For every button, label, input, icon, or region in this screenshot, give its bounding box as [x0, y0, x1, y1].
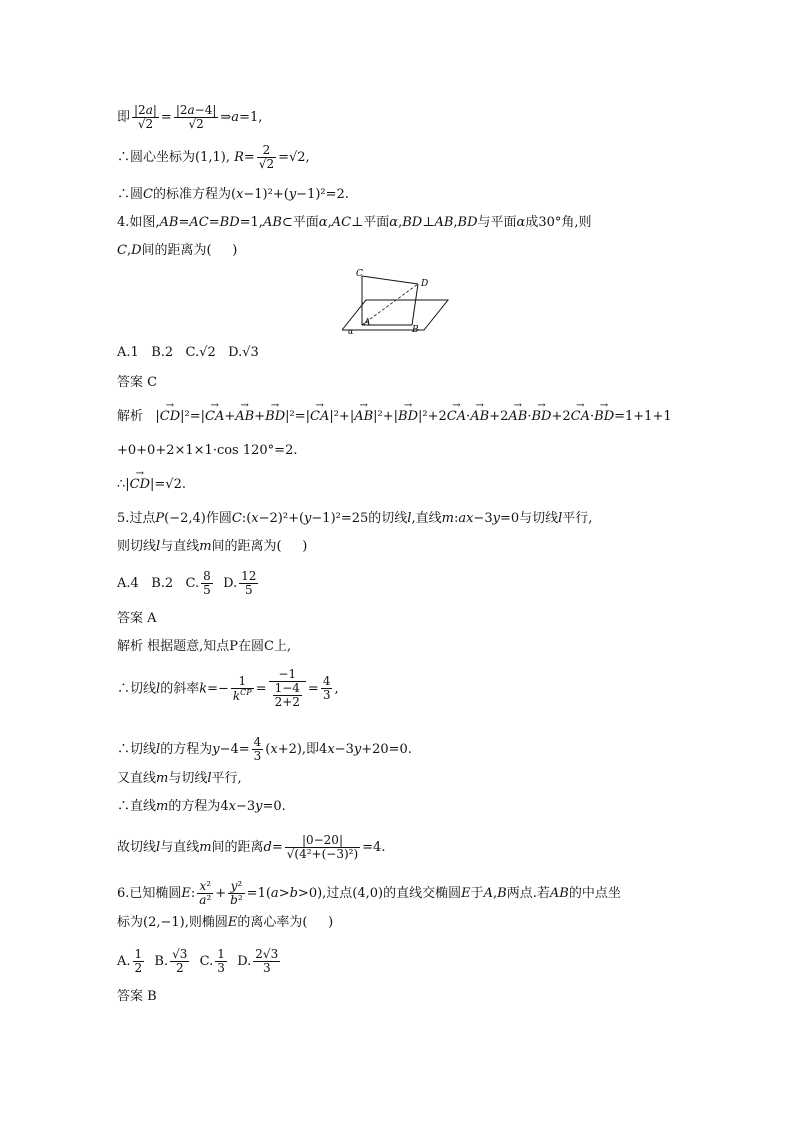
question-5-solution-line-5: ∴直线m的方程为4x−3y=0. — [117, 799, 286, 814]
point-a-label: A — [364, 318, 371, 328]
question-5-line-1: 5.过点P(−2,4)作圆C:(x−2)²+(y−1)²=25的切线l,直线m:ax−3y=0与切线l平行, — [117, 511, 593, 526]
question-6-line-1: 6.已知椭圆E: $\frac{\text{x²}}{\text{a²}}$ + $\frac{\text{y²}}{\text{b²}}$ =1(a>b>0),过点(4,0)的直线交椭圆E于A,B两点.若AB的中点坐 — [117, 879, 621, 908]
text-line-1: 即 $\frac{|2a|}{√2}$ = $\frac{|2a-4|}{√2}$ ⇒a=1, — [117, 103, 263, 132]
question-6-options: A. $\frac{1}{2}$ B. $\frac{√3}{2}$ C. $\frac{1}{3}$ D. $\frac{2√3}{3}$ — [117, 947, 279, 976]
question-4-options: A.1 B.2 C.√2 D.√3 — [117, 345, 259, 360]
point-c-label: C — [356, 269, 363, 279]
question-5-solution-line-4: 又直线m与切线l平行, — [117, 771, 242, 786]
text-line-2: ∴圆心坐标为(1,1), R= $\frac{2}{√2}$ =√2, — [117, 143, 310, 172]
question-4-solution-line-1: 解析 |→ CD|²=|→ CA+→ AB+→ BD|²=|→ CA|²+|→ AB|²+|→ BD|²+2→ CA·→ AB+2→ AB·→ BD+2→ CA·→ BD=1+1+1 — [117, 410, 672, 423]
point-d-label: D — [421, 279, 429, 289]
question-5-solution-line-6: 故切线l与直线m间的距离d= $\frac{|0-20|}{\text{√(4²+(−3)²)}}$ =4. — [117, 833, 386, 862]
question-4-answer: 答案 C — [117, 375, 158, 390]
question-5-solution-line-1: 解析 根据题意,知点P在圆C上, — [117, 639, 292, 654]
question-4-solution-line-2: +0+0+2×1×1·cos 120°=2. — [117, 443, 298, 458]
question-4-line-1: 4.如图,AB=AC=BD=1,AB⊂平面α,AC⊥平面α,BD⊥AB,BD与平面α成30°角,则 — [117, 215, 592, 230]
question-5-line-2: 则切线l与直线m间的距离为( ) — [117, 539, 308, 554]
question-4-line-2: C,D间的距离为( ) — [117, 243, 238, 258]
plane-alpha-label: α — [348, 327, 354, 336]
question-5-answer: 答案 A — [117, 611, 157, 626]
question-6-line-2: 标为(2,−1),则椭圆E的离心率为( ) — [117, 915, 334, 930]
question-6-answer: 答案 B — [117, 989, 157, 1004]
question-5-solution-line-2: ∴切线l的斜率k=− $\frac{1}{k^{CP}}$ = $\frac{-1}{\frac{1-4}{2+2}}$ = $\frac{4}{3}$ , — [117, 667, 339, 710]
point-b-label: B — [412, 325, 419, 335]
question-5-solution-line-3: ∴切线l的方程为y−4= $\frac{4}{3}$ (x+2),即4x−3y+20=0. — [117, 735, 412, 764]
text-line-3: ∴圆C的标准方程为(x−1)²+(y−1)²=2. — [117, 187, 349, 202]
geometry-figure — [342, 268, 450, 336]
question-5-options: A.4 B.2 C. $\frac{8}{5}$ D. $\frac{12}{5}$ — [117, 569, 257, 598]
question-4-solution-line-3: ∴|→ CD|=√2. — [117, 478, 186, 491]
